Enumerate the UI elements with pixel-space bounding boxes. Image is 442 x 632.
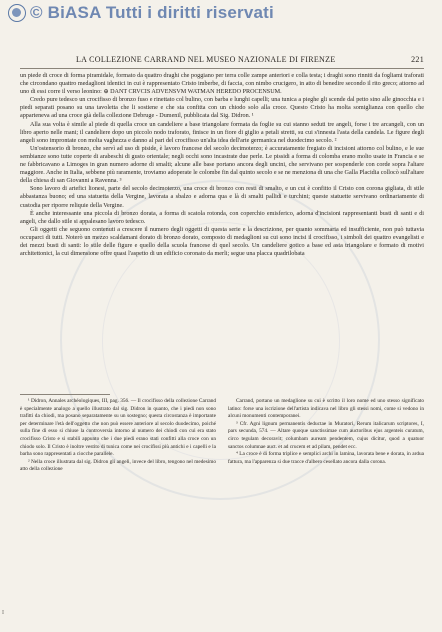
footnote-rule bbox=[20, 394, 110, 395]
page-header bbox=[20, 54, 424, 69]
banner-text: © BiASA Tutti i diritti riservati bbox=[30, 3, 274, 22]
running-head: LA COLLEZIONE CARRAND NEL MUSEO NAZIONALE DI FIRENZE bbox=[76, 55, 336, 64]
body-paragraph: Sono lavoro di artefici lionesi, parte del secolo decimoterzo, una croce di bronzo con resti di smalto, e un cui è confitto il Cristo con corona gigliata, di stile abbastanza buono; ed una statuetta della Vergine, lavorata a sbalzo e adorna qua e là di smalti pallidi e turchini; queste statuette servivano ordinariamente di custodia per riporre reliquie della Vergine. bbox=[20, 186, 424, 209]
body-paragraph: Credo pure tedesco un crocifisso di bronzo fuso e rinettato col bulino, con barba e lunghi capelli; una tunica a pieghe gli scende dal petto sino alle ginocchia e i piedi separati posano su una tavoletta che li sostiene e che sta confitta con un chiodo solo alla croce. Questo Cristo ha molta somiglianza con quello che apparteneva ad una croce già della collezione Debruge - Dumenil, pubblicata dal Sig. Didron. ¹ bbox=[20, 97, 424, 120]
footnote: ¹ Didron, Annales archéologiques, III, pag. 356. — Il crocifisso della collezione Carrand è specialmente analogo a quello illustrato dal sig. Didron in quanto, che i piedi non sono trafitti da chiodi, ma posano separatamente su un sostegno; questa circostanza è importante per determinare l'età dell'oggetto che non può essere anteriore al secolo duodecimo, poiché sulla fine di esso si chiuse la controversia intorno al numero dei chiodi con cui era stato crocifisso Cristo e si stabilì appunto che i due piedi erano stati confitti alla croce con un chiodo solo. Il Cristo è inoltre vestito di tunica come nei crocifissi più antichi e i capelli e la barba sono rappresentati a ciocche parallele. bbox=[20, 398, 216, 458]
body-paragraph: Alla sua volta è simile al piede di quella croce un candeliere a base triangolare formata da foglie su cui stanno seduti tre angeli, forse i tre arcangeli, con un libro aperto nelle mani; il candeliere dopo un piccolo nodo traforato, finisce in un fiore di giglio a petali stretti, su cui s'innesta l'asta della candela. Le figure degli angeli sono improntate con molta vaghezza e danno al pari del crocifisso un'alta idea dell'arte germanica nel duodecimo secolo. ² bbox=[20, 121, 424, 144]
body-paragraph: Gli oggetti che seguono contenuti a crescere il numero degli oggetti di questa serie e la descrizione, per quanto sommaria ed insufficiente, non può tuttavia occuparci di tutti. Noterò un mezzo scaldamani dorato di bronzo dorato, composto di medaglioni su cui sono incisi il crocifisso, i simboli dei quattro evangelisti e dei mezzi busti di santi: lo stile delle figure e quello della scuola francese di quel secolo. Un candeliere gotico a base ed asta triangolare e formato di motivi architettonici, la cui dimensione offre quasi l'aspetto di un edificio coronato da merli; segue una placca quadrilobata bbox=[20, 226, 424, 258]
page-number: 221 bbox=[411, 55, 424, 64]
footnotes-right-column bbox=[228, 398, 424, 466]
watermark-banner bbox=[0, 0, 442, 30]
body-paragraph: un piede di croce di forma piramidale, formato da quattro draghi che poggiano per terra colle zampe anteriori e colla testa; i draghi sono rinniti da fogliami traforati che circondano quattro medaglioni identici in cui è rappresentato Cristo imberbe, di faccia, con nimbo crucigero, in atto di benedire secondo il rito greco; attorno ad uno di essi corre il verso leonino: ⊕ DANT CRVCIS ADVENSVM WATMAN HEREDO PROCENSUM. bbox=[20, 73, 424, 96]
footnote: ⁴ La croce è di forma triplice e semplici archi in lamina, lavorata bene e dorata, in ardua fattura, ma l'apparenza si due tracce d'albero cesellato ancora dalla corona. bbox=[228, 451, 424, 465]
body-paragraph: È anche interessante una piccola di bronzo dorata, a forma di scatola rotonda, con coperchio emisferico, adorna d'incisioni rappresentanti busti di santi e di angeli, che dallo stile si appalesano lavoro tedesco. bbox=[20, 210, 424, 225]
body-paragraph: Un'ostensorio di bronzo, che servì ad uso di piside, è lavoro francese del secolo decimoterzo; è accuratamente fregiato di incisioni attorno col bulino, e le sue sembianze sono tutte coperte di arabeschi di gusto orientale; negli occhi sono incastrate due perle. Le pissidi a forma di colomba erano molto usate in Francia e se ne fabbricavano a Limoges in gran numero adorne di smalti; alcune alle base portano ancora degli uncini, che servivano per sospenderle con corde sopra l'altare maggiore. Anche in Italia, sebbene più raramente, troviamo adoperate le colombe fin dal quinto secolo e se ne menziona di una che Galla Placidia collocò sull'altare della chiesa di san Giovanni a Ravenna. ³ bbox=[20, 145, 424, 185]
biasa-logo-icon bbox=[8, 4, 26, 22]
footnote: ² Nella croce illustrata dal sig. Didron gli angeli, invece del libro, tengono nel medesimo atto della collezione bbox=[20, 458, 216, 473]
margin-stamp: I bbox=[2, 610, 4, 616]
footnote: ³ Cfr. Agni lignum permanentis deductae in Muratori, Rerum italicarum scriptores, I, pars secunda, 574. — Altare quoque sanctissimae cum auctoribus ejus argenteis curatum, circo tegulam decoravit; columbam auream pendentem, cujus dicitur, quod a quatuor sanctos columnae auct. et ad crucem et ad pilam, pendet ecc. bbox=[228, 420, 424, 450]
body-text bbox=[20, 72, 424, 258]
footnotes-left-column bbox=[20, 398, 216, 474]
footnote: Carrand, portano un medaglione su cui è scritto il loro nome ed uno stesso significato latino: forse una iscrizione dell'artista indicava nel libro gli stessi nomi, come si vedono in alcuni monumenti contemporanei. bbox=[228, 398, 424, 420]
